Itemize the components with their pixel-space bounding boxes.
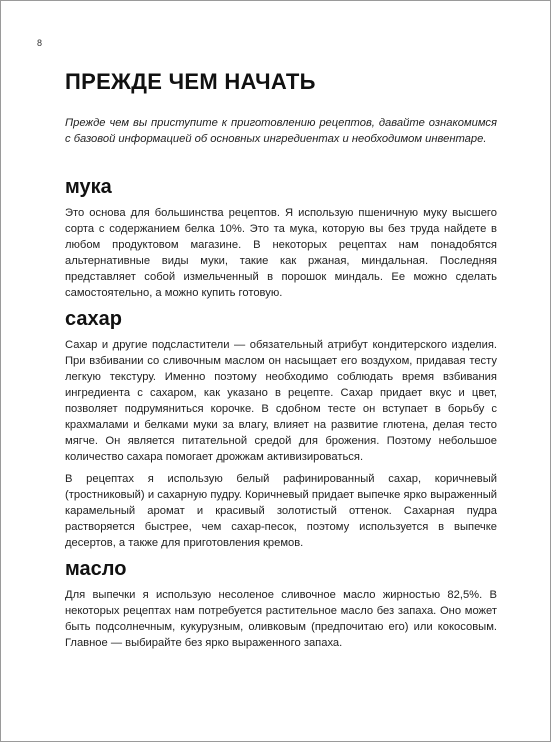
- section-paragraph: Для выпечки я использую несоленое сливочное масло жирностью 82,5%. В некоторых рецептах нам потребуется растительное масло без запаха. Оно может быть подсолнечным, кукурузным, оливковым (предпочитаю его) или кокосовым. Главное — выбирайте без ярко выраженного запаха.: [65, 589, 497, 649]
- page-title: ПРЕЖДЕ ЧЕМ НАЧАТЬ: [65, 69, 316, 94]
- page-content: [65, 69, 497, 657]
- intro-paragraph: Прежде чем вы приступите к приготовлению рецептов, давайте ознакомимся с базовой информацией об основных ингредиентах и необходимом инвентаре.: [65, 117, 497, 145]
- section-flour: [65, 175, 497, 301]
- section-sugar: [65, 307, 497, 551]
- section-heading-butter: масло: [65, 558, 127, 580]
- section-butter: [65, 557, 497, 651]
- section-paragraph: В рецептах я использую белый рафинированный сахар, коричневый (тростниковый) и сахарную пудру. Коричневый придает выпечке ярко выраженный карамельный аромат и красивый золотистый оттенок. Сахарная пудра растворяется быстрее, чем сахар-песок, поэтому используется в выпечке десертов, а также для приготовления кремов.: [65, 473, 497, 549]
- section-paragraph: Это основа для большинства рецептов. Я использую пшеничную муку высшего сорта с содержанием белка 10%. Это та мука, которую вы без труда найдете в любом продуктовом магазине. В некоторых рецептах нам понадобятся альтернативные виды муки, такие как ржаная, миндальная. Последняя представляет собой измельченный в порошок миндаль. Ее можно сделать самостоятельно, а можно купить готовую.: [65, 207, 497, 299]
- section-heading-sugar: сахар: [65, 308, 122, 330]
- section-paragraph: Сахар и другие подсластители — обязательный атрибут кондитерского изделия. При взбивании со сливочным маслом он насыщает его воздухом, придавая тесту легкую текстуру. Именно поэтому необходимо соблюдать время взбивания ингредиента с сахаром, как указано в рецепте. Сахар придает вкус и цвет, позволяет подрумяниться корочке. В сдобном тесте он вступает в борьбу с крахмалами и белками муки за влагу, влияет на развитие глютена, делая тесто мягче. Он является питательной средой для брожения. Поэтому небольшое количество сахара помогает дрожжам активизироваться.: [65, 339, 497, 463]
- page-number: 8: [37, 38, 43, 48]
- section-heading-flour: мука: [65, 176, 112, 198]
